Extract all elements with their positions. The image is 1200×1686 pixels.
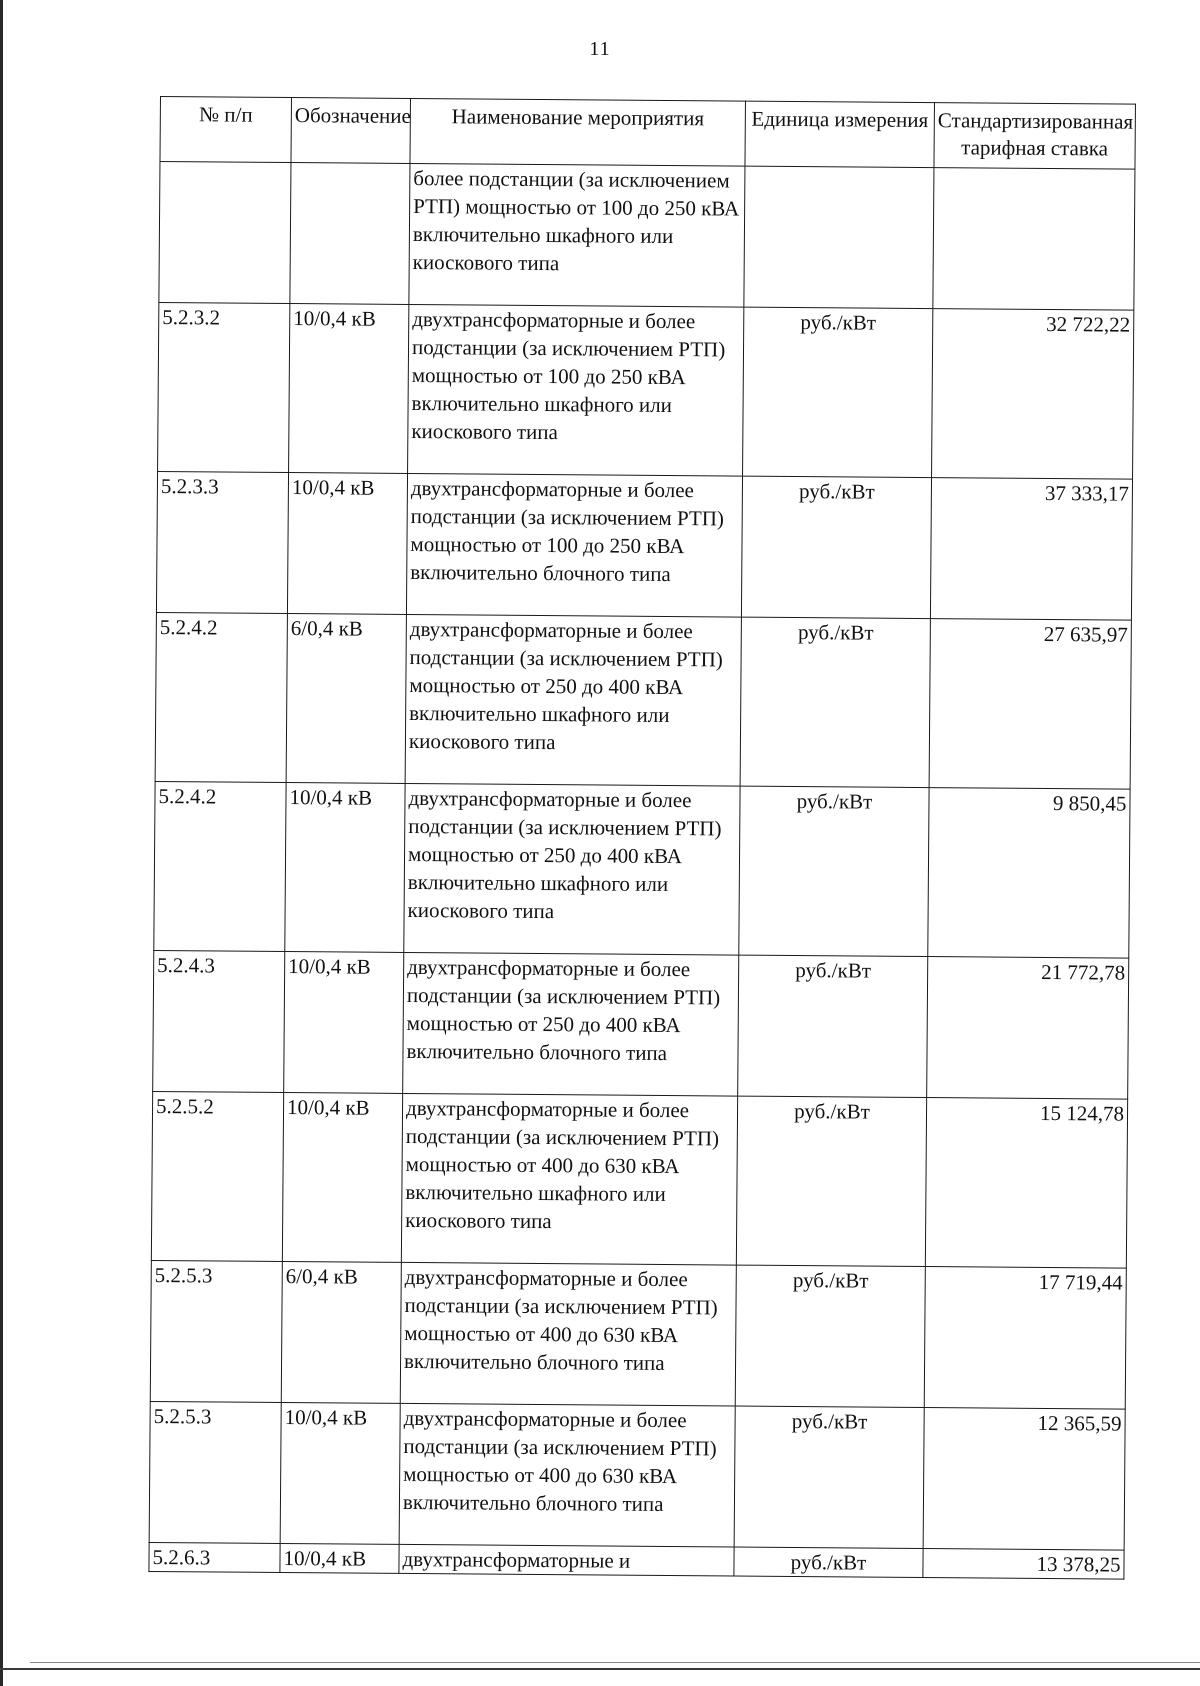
- table-row: [151, 1091, 1127, 1268]
- cell-name: двухтрансформаторные и: [399, 1544, 734, 1576]
- cell-unit: руб./кВт: [735, 1265, 925, 1407]
- cell-name: двухтрансформаторные и более подстанции (за исключением РТП) мощностью от 400 до 630 кВА включительно блочного типа: [400, 1262, 736, 1406]
- cell-rate: 21 772,78: [927, 957, 1129, 1100]
- cell-name: двухтрансформаторные и более подстанции (за исключением РТП) мощностью от 400 до 630 кВА включительно блочного типа: [399, 1403, 735, 1547]
- cell-num: 5.2.4.2: [154, 781, 286, 951]
- table-header-row: [160, 97, 1135, 170]
- cell-name: двухтрансформаторные и более подстанции (за исключением РТП) мощностью от 100 до 250 кВА включительно блочного типа: [406, 473, 742, 617]
- cell-rate: 12 365,59: [923, 1408, 1125, 1551]
- table-row: [154, 781, 1130, 958]
- cell-num: 5.2.3.3: [156, 471, 288, 613]
- cell-name: двухтрансформаторные и более подстанции (за исключением РТП) мощностью от 400 до 630 кВА включительно шкафного или киоскового типа: [401, 1093, 737, 1265]
- page-number: 11: [589, 38, 611, 60]
- cell-unit: руб./кВт: [743, 307, 933, 477]
- cell-num: 5.2.4.2: [155, 612, 287, 782]
- header-num: № п/п: [160, 97, 292, 163]
- cell-designation: 6/0,4 кВ: [281, 1261, 401, 1403]
- cell-designation: 10/0,4 кВ: [282, 1093, 402, 1263]
- cell-unit: руб./кВт: [734, 1547, 923, 1577]
- cell-name: более подстанции (за исключением РТП) мощностью от 100 до 250 кВА включительно шкафного или киоскового типа: [409, 163, 745, 307]
- table-row: [149, 1401, 1125, 1550]
- table-row-continuation: [159, 162, 1135, 311]
- table-row: [158, 302, 1134, 479]
- cell-name: двухтрансформаторные и более подстанции (за исключением РТП) мощностью от 100 до 250 кВА включительно шкафного или киоскового типа: [408, 304, 744, 476]
- tariff-table: [148, 96, 1136, 1580]
- cell-designation: 10/0,4 кВ: [285, 783, 405, 953]
- header-rate: Стандартизированная тарифная ставка: [934, 103, 1136, 170]
- table-row: [150, 1260, 1126, 1409]
- cell-num: [159, 162, 291, 304]
- cell-num: 5.2.5.2: [151, 1091, 283, 1261]
- cell-unit: руб./кВт: [741, 476, 931, 618]
- header-designation: Обозначение: [291, 98, 411, 164]
- cell-num: 5.2.5.3: [149, 1401, 281, 1543]
- scan-bottom-line: [30, 1662, 1200, 1663]
- cell-designation: 10/0,4 кВ: [289, 304, 409, 474]
- cell-unit: руб./кВт: [739, 786, 929, 956]
- cell-num: 5.2.3.2: [158, 302, 290, 472]
- cell-designation: [290, 163, 410, 305]
- cell-name: двухтрансформаторные и более подстанции (за исключением РТП) мощностью от 250 до 400 кВА включительно шкафного или киоскового типа: [405, 614, 741, 786]
- cell-unit: руб./кВт: [736, 1096, 926, 1266]
- cell-designation: 10/0,4 кВ: [280, 1402, 400, 1544]
- cell-rate: 17 719,44: [924, 1267, 1126, 1410]
- cell-designation: 10/0,4 кВ: [284, 952, 404, 1094]
- cell-num: 5.2.6.3: [149, 1542, 280, 1572]
- cell-num: 5.2.5.3: [150, 1260, 282, 1402]
- table-row: [155, 612, 1131, 789]
- scan-bottom-edge: [0, 1668, 1200, 1670]
- cell-num: 5.2.4.3: [153, 950, 285, 1092]
- cell-rate: 9 850,45: [928, 788, 1130, 959]
- cell-unit: руб./кВт: [734, 1406, 924, 1548]
- cell-name: двухтрансформаторные и более подстанции (за исключением РТП) мощностью от 250 до 400 кВА включительно шкафного или киоскового типа: [404, 783, 740, 955]
- table-row: [156, 471, 1132, 620]
- cell-rate: 27 635,97: [929, 619, 1131, 790]
- cell-rate: 15 124,78: [925, 1098, 1127, 1269]
- header-unit: Единица измерения: [745, 101, 935, 167]
- cell-rate: [933, 168, 1135, 311]
- header-name: Наименование мероприятия: [410, 98, 746, 166]
- cell-unit: руб./кВт: [740, 617, 930, 787]
- cell-name: двухтрансформаторные и более подстанции (за исключением РТП) мощностью от 250 до 400 кВА включительно блочного типа: [403, 952, 739, 1096]
- cell-unit: [744, 166, 934, 308]
- table-row: [153, 950, 1129, 1099]
- cell-rate: 32 722,22: [932, 309, 1134, 480]
- scan-left-edge: [0, 0, 3, 1686]
- cell-rate: 13 378,25: [923, 1549, 1124, 1580]
- cell-unit: руб./кВт: [738, 955, 928, 1097]
- cell-rate: 37 333,17: [930, 478, 1132, 621]
- cell-designation: 10/0,4 кВ: [287, 473, 407, 615]
- cell-designation: 6/0,4 кВ: [286, 614, 406, 784]
- cell-designation: 10/0,4 кВ: [280, 1543, 399, 1573]
